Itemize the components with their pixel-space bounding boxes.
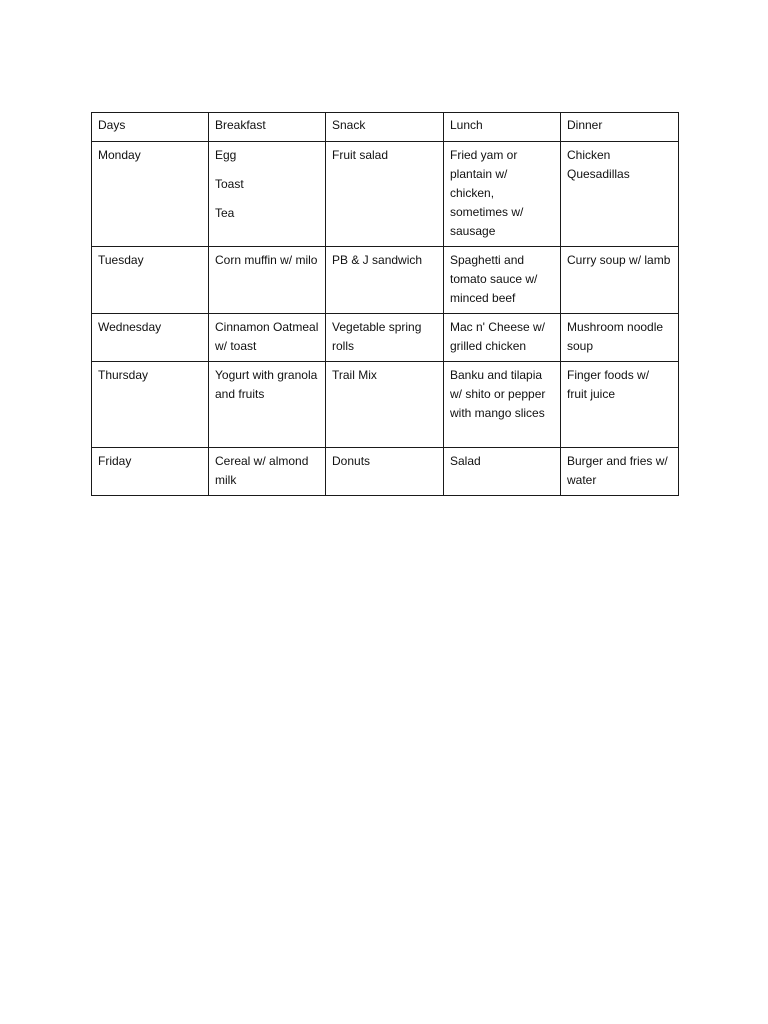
day-cell: Tuesday bbox=[92, 247, 209, 314]
header-breakfast: Breakfast bbox=[209, 113, 326, 142]
snack-cell: Donuts bbox=[326, 448, 444, 496]
header-snack: Snack bbox=[326, 113, 444, 142]
lunch-cell: Spaghetti and tomato sauce w/ minced beef bbox=[444, 247, 561, 314]
day-cell: Friday bbox=[92, 448, 209, 496]
day-cell: Thursday bbox=[92, 362, 209, 448]
dinner-cell: Curry soup w/ lamb bbox=[561, 247, 679, 314]
day-cell: Monday bbox=[92, 142, 209, 247]
dinner-cell: Mushroom noodle soup bbox=[561, 314, 679, 362]
table-row bbox=[92, 314, 679, 362]
table-row bbox=[92, 247, 679, 314]
table-header-row bbox=[92, 113, 679, 142]
snack-cell: Trail Mix bbox=[326, 362, 444, 448]
dinner-cell: Burger and fries w/ water bbox=[561, 448, 679, 496]
dinner-cell: Chicken Quesadillas bbox=[561, 142, 679, 247]
dinner-cell: Finger foods w/ fruit juice bbox=[561, 362, 679, 448]
snack-cell: PB & J sandwich bbox=[326, 247, 444, 314]
meal-plan-table bbox=[91, 112, 679, 496]
snack-cell: Fruit salad bbox=[326, 142, 444, 247]
lunch-cell: Salad bbox=[444, 448, 561, 496]
lunch-cell: Banku and tilapia w/ shito or pepper with mango slices bbox=[444, 362, 561, 448]
breakfast-cell: Cereal w/ almond milk bbox=[209, 448, 326, 496]
breakfast-cell: Yogurt with granola and fruits bbox=[209, 362, 326, 448]
breakfast-cell: Cinnamon Oatmeal w/ toast bbox=[209, 314, 326, 362]
snack-cell: Vegetable spring rolls bbox=[326, 314, 444, 362]
header-dinner: Dinner bbox=[561, 113, 679, 142]
breakfast-cell bbox=[209, 142, 326, 247]
day-cell: Wednesday bbox=[92, 314, 209, 362]
table-row bbox=[92, 448, 679, 496]
lunch-cell: Mac n' Cheese w/ grilled chicken bbox=[444, 314, 561, 362]
breakfast-item: Toast bbox=[215, 177, 244, 191]
breakfast-cell: Corn muffin w/ milo bbox=[209, 247, 326, 314]
breakfast-item: Tea bbox=[215, 206, 235, 220]
table-row bbox=[92, 142, 679, 247]
header-lunch: Lunch bbox=[444, 113, 561, 142]
table-row bbox=[92, 362, 679, 448]
breakfast-item: Egg bbox=[215, 148, 237, 162]
lunch-cell: Fried yam or plantain w/ chicken, sometimes w/ sausage bbox=[444, 142, 561, 247]
header-days: Days bbox=[92, 113, 209, 142]
